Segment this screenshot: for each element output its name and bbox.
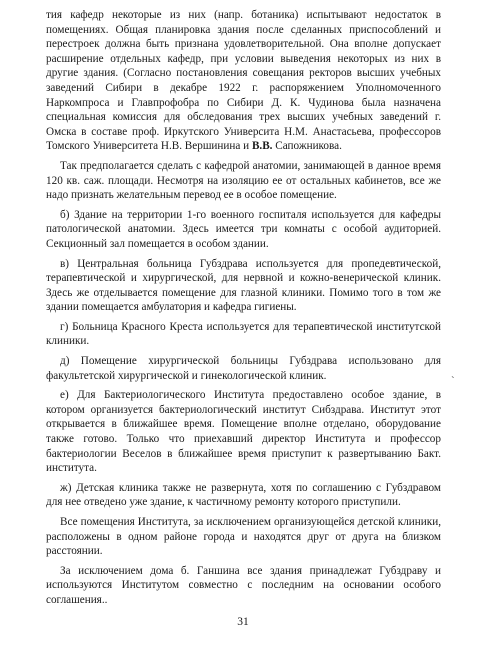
- paragraph-10: За исключением дома б. Ганшина все здания принадлежат Губздраву и используются Институтом совместно с последним на основании особого соглашения..: [46, 564, 441, 606]
- paragraph-2: Так предполагается сделать с кафедрой анатомии, занимающей в данное время 120 кв. саж. площади. Несмотря на изоляцию ее от остальных кабинетов, все же надо признать желательным перевод ее в особое помещение.: [46, 159, 441, 202]
- paragraph-1-bold-initials: В.В.: [251, 140, 273, 153]
- document-body: [46, 8, 441, 613]
- page-number: 31: [237, 616, 249, 628]
- margin-mark: `: [451, 375, 455, 387]
- paragraph-1-text: тия кафедр некоторые из них (напр. ботаника) испытывают недостаток в помещениях. Общая планировка здания после сделанных приспособлений и перестроек должна быть признана удовлетворительной. Она вполне допускает расширение отдельных кафедр, при условии выведения некоторых из них в другие здания. (Согласно постановления совещания ректоров высших учебных заведений Сибири в декабре 1922 г. распоряжением Уполномоченного Наркомпроса и Главпрофобра по Сибири Д. К. Чудинова была назначена специальная комиссия для обследования трех высших учебных заведений г. Омска в составе проф. Иркутского Университа Н.М. Анастасьева, профессоров Томского Университета Н.В. Вершинина и: [46, 9, 441, 153]
- paragraph-1: [46, 8, 441, 154]
- paragraph-3: б) Здание на территории 1-го военного госпиталя используется для кафедры патологической анатомии. Здесь имеется три комнаты с особой аудиторией. Секционный зал помещается в особом здании.: [46, 208, 441, 250]
- paragraph-7: е) Для Бактериологического Института предоставлено особое здание, в котором организуется бактериологический институт Сибздрава. Институт этот открывается в ближайшее время. Помещение вполне отделано, оборудование также готово. Только что приехавший директор Института и профессор бактериологии Веселов в ближайшее время приступит к развертыванию Бакт. института.: [46, 389, 441, 475]
- paragraph-1-tail: Сапожникова.: [272, 140, 342, 153]
- paragraph-5: г) Больница Красного Креста используется для терапевтической институтской клиники.: [46, 320, 441, 348]
- paragraph-6: д) Помещение хирургической больницы Губздрава использовано для факультетской хирургической и гинекологической клиник.: [46, 355, 441, 382]
- paragraph-9: Все помещения Института, за исключением организующейся детской клиники, расположены в одном районе города и находятся друг от друга на близком расстоянии.: [46, 516, 441, 558]
- paragraph-4: в) Центральная больница Губздрава используется для пропедевтической, терапевтической и хирургической, для нервной и кожно-венерической клиник. Здесь же отделывается помещение для глазной клиники. Помимо того в том же здании помещается амбулатория и кафедра гигиены.: [46, 257, 441, 314]
- paragraph-8: ж) Детская клиника также не развернута, хотя по соглашению с Губздравом для нее отведено уже здание, к частичному ремонту которого приступили.: [46, 481, 441, 509]
